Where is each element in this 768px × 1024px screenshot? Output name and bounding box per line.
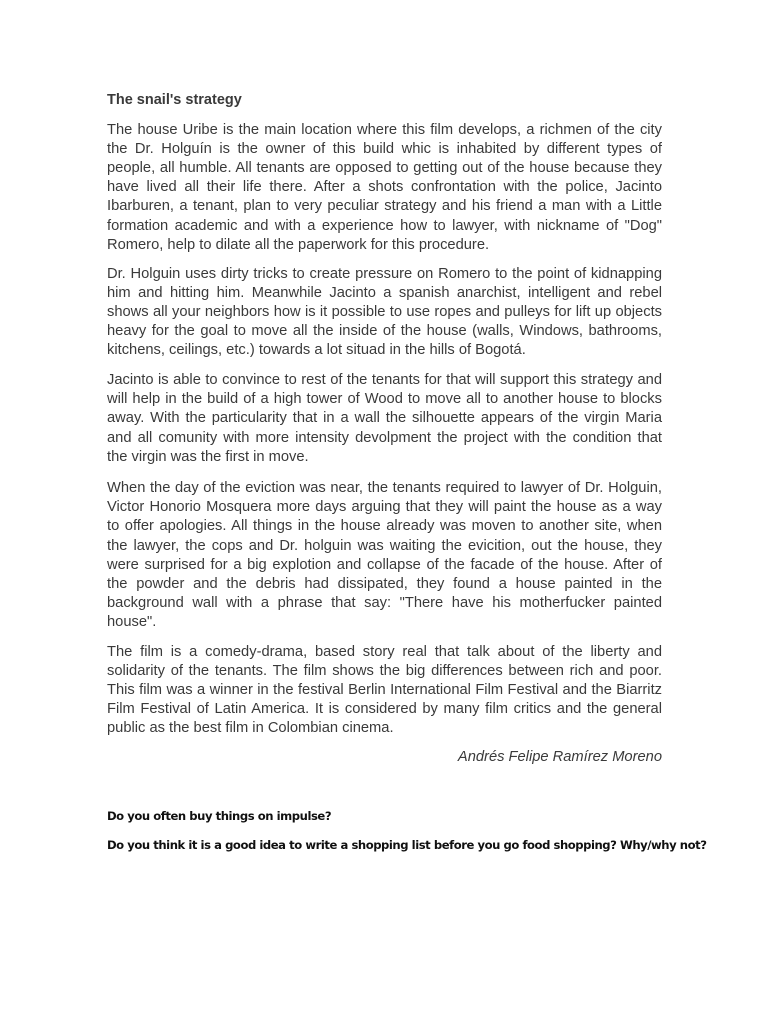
author-signature: Andrés Felipe Ramírez Moreno [457,749,662,765]
paragraph-3: Jacinto is able to convince to rest of the tenants for that will support this strategy and will help in the build of a high tower of Wood to move all to another house to blocks away. With the particularity that in a wall the silhouette appears of the virgin Maria and all comunity with more intensity devolpment the project with the condition that the virgin was the first in move. [107,372,662,465]
paragraph-1: The house Uribe is the main location where this film develops, a richmen of the city the Dr. Holguín is the owner of this build whic is inhabited by different types of people, all humble. All tenants are opposed to getting out of the house because they have lived all their life there. After a shots confrontation with the police, Jacinto Ibarburen, a tenant, plan to very peculiar strategy and his friend a man with a Little formation academic and with a experience how to lawyer, with nickname of "Dog" Romero, help to dilate all the paperwork for this procedure. [107,121,662,253]
paragraph-4: When the day of the eviction was near, the tenants required to lawyer of Dr. Holguin, Victor Honorio Mosquera more days arguing that they will paint the house as a way to offer apologies. All things in the house already was moven to another site, when the lawyer, the cops and Dr. holguin was waiting the evicition, out the house, they were surprised for a big explotion and collapse of the facade of the house. After of the powder and the debris had dissipated, they found a house painted in the background wall with a phrase that say: "There have his motherfucker painted house". [107,480,662,631]
document-page [107,0,707,1024]
paragraph-2: Dr. Holguin uses dirty tricks to create pressure on Romero to the point of kidnapping him and hitting him. Meanwhile Jacinto a spanish anarchist, intelligent and rebel shows all your neighbors how is it possible to use ropes and pulleys for lift up objects heavy for the goal to move all the inside of the house (walls, Windows, bathrooms, kitchens, ceilings, etc.) towards a lot situad in the hills of Bogotá. [107,265,662,359]
question-2: Do you think it is a good idea to write a shopping list before you go food shopping? Why/why not? [107,838,707,852]
paragraph-5: The film is a comedy-drama, based story real that talk about of the liberty and solidarity of the tenants. The film shows the big differences between rich and poor. This film was a winner in the festival Berlin International Film Festival and the Biarritz Film Festival of Latin America. It is considered by many film critics and the general public as the best film in Colombian cinema. [107,643,662,737]
question-1: Do you often buy things on impulse? [107,809,332,823]
document-title: The snail's strategy [107,92,242,108]
